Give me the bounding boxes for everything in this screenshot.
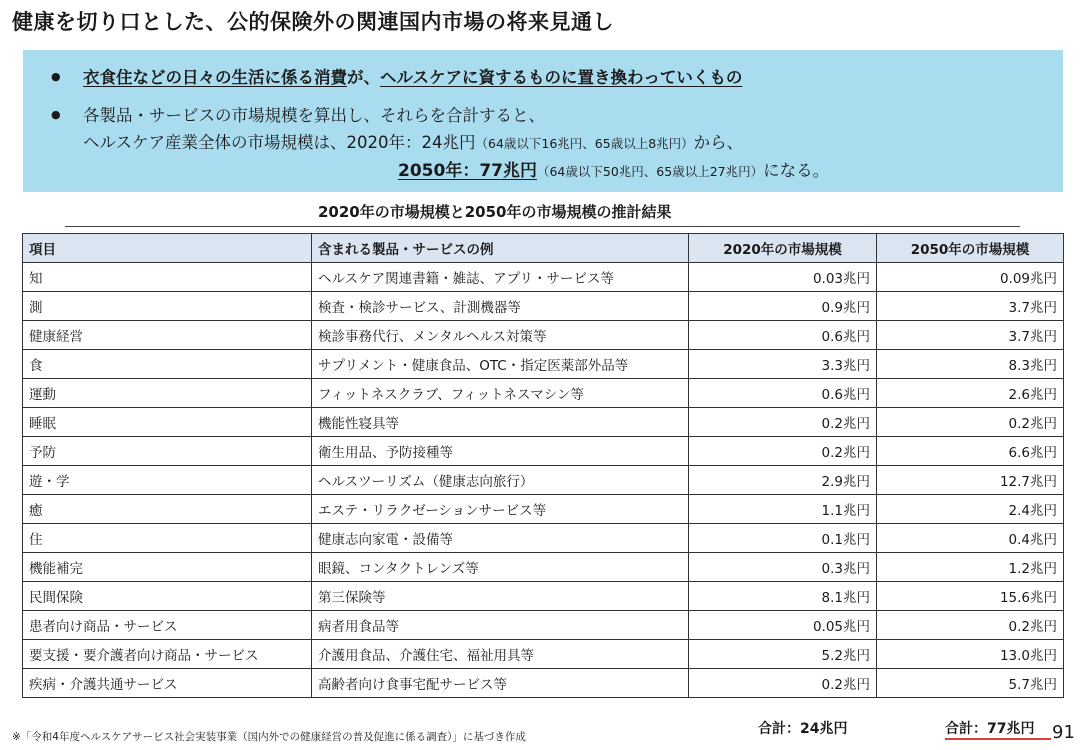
cell-examples: 第三保険等 — [312, 582, 689, 611]
cell-2020: 0.1兆円 — [689, 524, 877, 553]
table-row — [23, 640, 1064, 669]
cell-2050: 0.2兆円 — [877, 611, 1064, 640]
cell-examples: 健康志向家電・設備等 — [312, 524, 689, 553]
market-2020-end: から、 — [693, 133, 744, 152]
cell-examples: ヘルスツーリズム（健康志向旅行） — [312, 466, 689, 495]
cell-2050: 2.6兆円 — [877, 379, 1064, 408]
cell-item: 予防 — [23, 437, 312, 466]
cell-examples: エステ・リラクゼーションサービス等 — [312, 495, 689, 524]
summary-bullet-2-line-1: 各製品・サービスの市場規模を算出し、それらを合計すると、 — [83, 106, 545, 125]
cell-item: 知 — [23, 263, 312, 292]
table-row — [23, 321, 1064, 350]
cell-2020: 0.2兆円 — [689, 408, 877, 437]
table-row — [23, 582, 1064, 611]
cell-2020: 2.9兆円 — [689, 466, 877, 495]
cell-2050: 12.7兆円 — [877, 466, 1064, 495]
cell-item: 遊・学 — [23, 466, 312, 495]
table-row — [23, 292, 1064, 321]
header-item: 項目 — [23, 234, 312, 263]
cell-2020: 0.2兆円 — [689, 437, 877, 466]
header-examples: 含まれる製品・サービスの例 — [312, 234, 689, 263]
cell-item: 食 — [23, 350, 312, 379]
cell-2020: 1.1兆円 — [689, 495, 877, 524]
cell-2020: 0.03兆円 — [689, 263, 877, 292]
market-size-table — [22, 233, 1064, 698]
bullet-icon: ● — [51, 70, 61, 83]
table-header-row — [23, 234, 1064, 263]
cell-2050: 15.6兆円 — [877, 582, 1064, 611]
table-row — [23, 263, 1064, 292]
market-2020-note: （64歳以下16兆円、65歳以上8兆円） — [475, 136, 694, 151]
cell-2020: 0.3兆円 — [689, 553, 877, 582]
cell-item: 患者向け商品・サービス — [23, 611, 312, 640]
cell-2050: 13.0兆円 — [877, 640, 1064, 669]
cell-2050: 2.4兆円 — [877, 495, 1064, 524]
cell-examples: 高齢者向け食事宅配サービス等 — [312, 669, 689, 698]
summary-box — [23, 50, 1063, 192]
market-2050-note: （64歳以下50兆円、65歳以上27兆円） — [536, 164, 764, 179]
total-2050: 合計：77兆円 — [945, 721, 1035, 737]
market-2050-end: になる。 — [763, 161, 830, 180]
cell-2050: 0.2兆円 — [877, 408, 1064, 437]
cell-examples: フィットネスクラブ、フィットネスマシン等 — [312, 379, 689, 408]
summary-bullet-1 — [83, 64, 742, 88]
cell-item: 住 — [23, 524, 312, 553]
cell-item: 要支援・要介護者向け商品・サービス — [23, 640, 312, 669]
cell-2050: 0.4兆円 — [877, 524, 1064, 553]
page-number: 91 — [1052, 722, 1075, 743]
cell-examples: サプリメント・健康食品、OTC・指定医薬部外品等 — [312, 350, 689, 379]
footnote: ※「令和4年度ヘルスケアサービス社会実装事業（国内外での健康経営の普及促進に係る調査）」に基づき作成 — [12, 731, 526, 743]
summary-bullet-1-emphasis-a: 衣食住などの日々の生活に係る消費 — [83, 68, 347, 87]
cell-examples: 病者用食品等 — [312, 611, 689, 640]
total-2050-underline — [945, 738, 1051, 740]
page-title: 健康を切り口とした、公的保険外の関連国内市場の将来見通し — [12, 10, 614, 34]
cell-2020: 0.9兆円 — [689, 292, 877, 321]
cell-2020: 3.3兆円 — [689, 350, 877, 379]
market-2050-text: 2050年：77兆円 — [398, 161, 537, 181]
table-row — [23, 495, 1064, 524]
cell-2050: 3.7兆円 — [877, 292, 1064, 321]
cell-2020: 0.05兆円 — [689, 611, 877, 640]
cell-item: 民間保険 — [23, 582, 312, 611]
table-row — [23, 524, 1064, 553]
cell-examples: 介護用食品、介護住宅、福祉用具等 — [312, 640, 689, 669]
cell-2050: 3.7兆円 — [877, 321, 1064, 350]
cell-2050: 8.3兆円 — [877, 350, 1064, 379]
table-row — [23, 408, 1064, 437]
table-row — [23, 611, 1064, 640]
cell-2020: 0.6兆円 — [689, 321, 877, 350]
cell-item: 測 — [23, 292, 312, 321]
cell-examples: 検査・検診サービス、計測機器等 — [312, 292, 689, 321]
cell-examples: 衛生用品、予防接種等 — [312, 437, 689, 466]
table-row — [23, 350, 1064, 379]
cell-2020: 8.1兆円 — [689, 582, 877, 611]
cell-2050: 5.7兆円 — [877, 669, 1064, 698]
total-2020: 合計：24兆円 — [758, 721, 848, 737]
cell-2050: 1.2兆円 — [877, 553, 1064, 582]
cell-2020: 5.2兆円 — [689, 640, 877, 669]
summary-bullet-1-connector: が、 — [347, 68, 380, 87]
table-row — [23, 553, 1064, 582]
cell-item: 疾病・介護共通サービス — [23, 669, 312, 698]
cell-2020: 0.6兆円 — [689, 379, 877, 408]
table-row — [23, 669, 1064, 698]
summary-bullet-1-emphasis-b: ヘルスケアに資するものに置き換わっていくもの — [380, 68, 743, 87]
summary-bullet-2-line-2 — [83, 129, 743, 153]
cell-examples: 眼鏡、コンタクトレンズ等 — [312, 553, 689, 582]
cell-2050: 0.09兆円 — [877, 263, 1064, 292]
cell-item: 運動 — [23, 379, 312, 408]
cell-examples: 検診事務代行、メンタルヘルス対策等 — [312, 321, 689, 350]
cell-2050: 6.6兆円 — [877, 437, 1064, 466]
bullet-icon: ● — [51, 108, 61, 121]
cell-2020: 0.2兆円 — [689, 669, 877, 698]
cell-examples: ヘルスケア関連書籍・雑誌、アプリ・サービス等 — [312, 263, 689, 292]
header-2050: 2050年の市場規模 — [877, 234, 1064, 263]
cell-item: 機能補完 — [23, 553, 312, 582]
table-row — [23, 379, 1064, 408]
table-row — [23, 437, 1064, 466]
cell-item: 健康経営 — [23, 321, 312, 350]
cell-item: 睡眠 — [23, 408, 312, 437]
cell-examples: 機能性寝具等 — [312, 408, 689, 437]
header-2020: 2020年の市場規模 — [689, 234, 877, 263]
cell-item: 癒 — [23, 495, 312, 524]
summary-bullet-2-line-3 — [398, 156, 829, 181]
market-2020-text: ヘルスケア産業全体の市場規模は、2020年：24兆円 — [83, 133, 476, 152]
table-caption: 2020年の市場規模と2050年の市場規模の推計結果 — [318, 203, 672, 221]
table-row — [23, 466, 1064, 495]
caption-divider — [65, 226, 1020, 227]
